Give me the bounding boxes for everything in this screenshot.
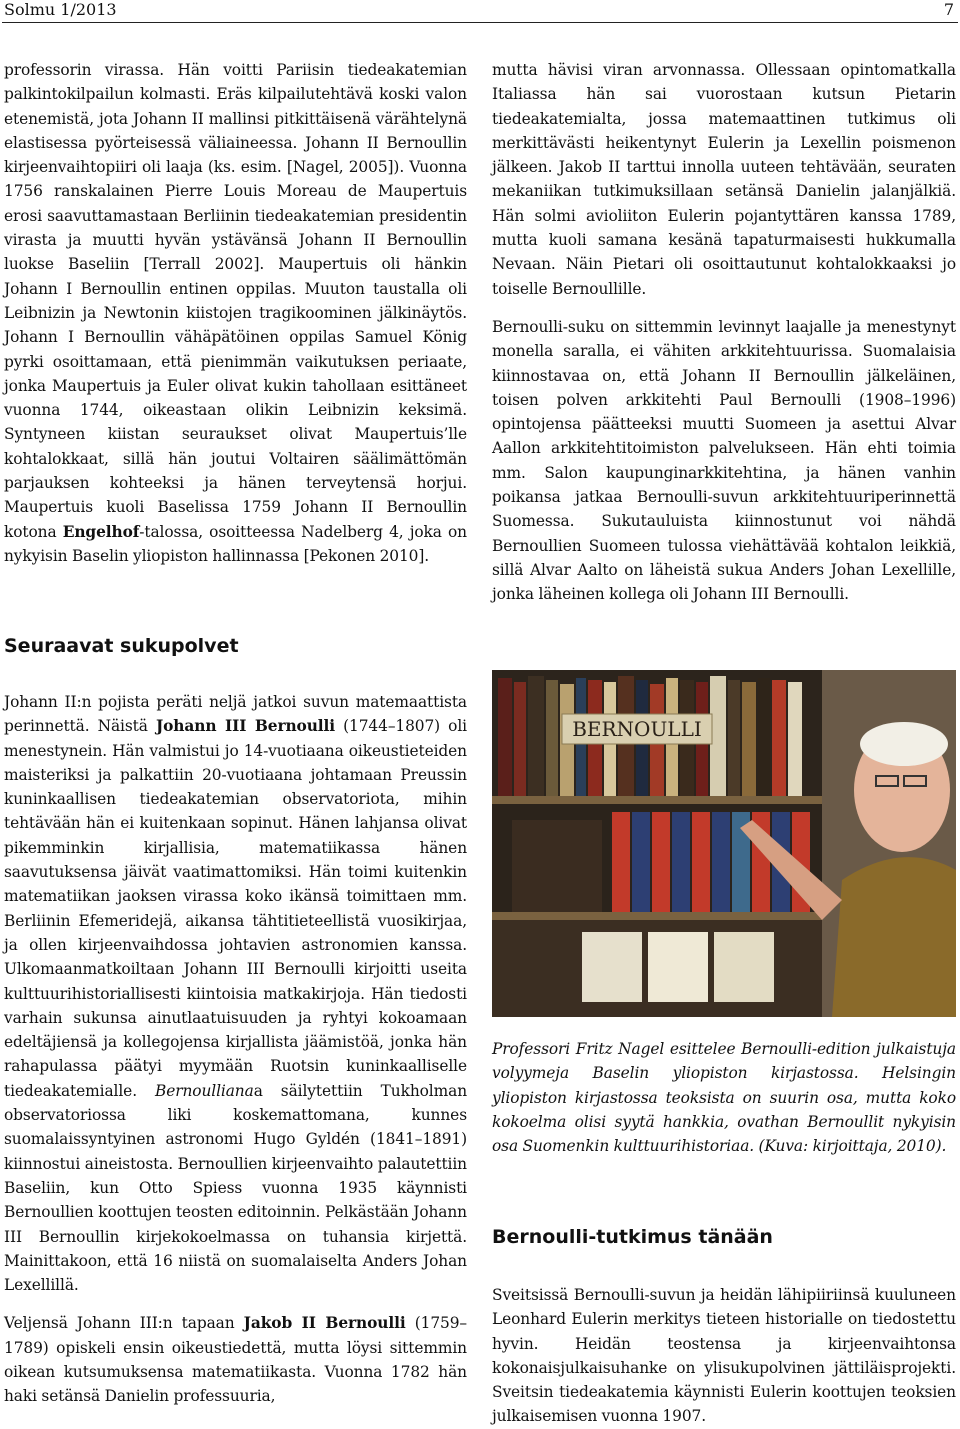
- paragraph: [4, 1311, 467, 1408]
- journal-issue: Solmu 1/2013: [4, 0, 117, 19]
- paragraph: [4, 58, 467, 568]
- right-column-top: [492, 58, 956, 607]
- left-column-top: [4, 58, 467, 568]
- shelf-label: BERNOULLI: [572, 717, 702, 741]
- bernoulliana-term: Bernoulliana: [155, 1081, 254, 1100]
- library-photo: [492, 670, 956, 1017]
- text-run: a säilytettiin Tukholman observatoriossa liki koskemattomana, kunnes suomalaissyntyinen astronomi Hugo Gyldén (1841–1891) kiinnostui aineistosta. Bernoullien kirjeenvaihto palautettiin Baseliin, kun Otto Spiess vuonna 1935 käynnisti Bernoullien koottujen teosten editoinnin. Pelkästään Johann III Bernoullin kirjekokoelmassa on tuhansia kirjettä. Mainittakoon, että 16 niistä on suomalaiselta Anders Johan Lexellillä.: [4, 1081, 468, 1295]
- johann-iii-name: Johann III Bernoulli: [155, 717, 336, 736]
- header-rule: [2, 22, 958, 23]
- paragraph: Sveitsissä Bernoulli-suvun ja heidän lähipiiriinsä kuuluneen Leonhard Eulerin merkitys tieteen historialle on tiedostettu hyvin. Heidän teostensa ja kirjeenvaihtonsa kokonaisjulkaisuhanke on ylisukupolvinen jättiläisprojekti. Sveitsin tiedeakatemia käynnisti Eulerin koottujen teoksien julkaisemisen vuonna 1907.: [492, 1286, 956, 1426]
- paragraph: [4, 690, 467, 1297]
- caption-text: Professori Fritz Nagel esittelee Bernoulli-edition julkaistuja volyymeja Baselin yliopiston kirjastossa. Helsingin yliopiston kirjastossa teoksista on suurin osa, mutta koko kokoelma olisi syytä hankkia, ovathan Bernoullit nykyisin osa Suomenkin kulttuurihistoriaa. (Kuva: kirjoittaja, 2010).: [492, 1040, 956, 1156]
- right-column-bottom: [492, 1283, 956, 1429]
- text-run: Veljensä Johann III:n tapaan: [4, 1314, 244, 1333]
- text-run: (1744–1807) oli menestynein. Hän valmistui jo 14-vuotiaana oikeustieteiden maisteriksi ja palkattiin 20-vuotiaana johtamaan Preussin kuninkaallisen tiedeakatemian observatoriota, mihin tehtävään hän ei kuitenkaan sopinut. Hänen lahjansa olivat pikemminkin kirjallisia, matematiikassa hänen saavutuksensa jäivät vaatimattomiksi. Hän toimi kuitenkin matematiikan jaoksen virassa koko ikänsä toimittaen mm. Berliinin Efemeridejä, aikansa tähtitieteellistä vuosikirjaa, ja ollen kirjeenvaihdossa johtavien astronomien kanssa. Ulkomaanmatkoiltaan Johann III Bernoulli kirjoitti useita kulttuurihistoriallisesti kiintoisia matkakirjoja. Hän tiedosti varhain sukunsa ainutlaatuisuuden ja ryhtyi kokoamaan edeltäjiensä ja kollegojensa kirjallista jäämistöä, jonka hän rahapulassa päätyi myymään Ruotsin kuninkaalliselle tiedeakatemialle.: [4, 717, 467, 1100]
- section-heading-seuraavat-sukupolvet: Seuraavat sukupolvet: [4, 635, 239, 657]
- paragraph-text: professorin virassa. Hän voitti Pariisin tiedeakatemian palkintokilpailun kolmasti. Eräs kilpailutehtävä koski valon etenemistä, jota Johann II mallinsi pitkittäisenä värähtelynä elastisessa pyörteisessä väliaineessa. Johann II Bernoullin kirjeenvaihtopiiri oli laaja (ks. esim. [Nagel, 2005]). Vuonna 1756 ranskalainen Pierre Louis Moreau de Maupertuis erosi saavuttamastaan Berliinin tiedeakatemian presidentin virasta ja muutti hyvän ystävänsä Johann II Bernoullin luokse Baseliin [Terrall 2002]. Maupertuis oli hänkin Johann I Bernoullin entinen oppilas. Muuton taustalla oli Leibnizin ja Newtonin kiistojen tragikoominen jälkinäytös. Johann I Bernoullin vähäpätöinen oppilas Samuel König pyrki osoittamaan, että pienimmän vaikutuksen periaate, jonka Maupertuis ja Euler olivat kukin tahollaan esittäneet vuonna 1744, oikeastaan olikin Leibnizin keksimä. Syntyneen kiistan seuraukset olivat Maupertuis’lle kohtalokkaat, sillä hän joutui Voltairen säälimättömän parjauksen kohteeksi ja hänen terveytensä horjui. Maupertuis kuoli Baselissa 1759 Johann II Bernoullin kotona: [4, 61, 467, 541]
- text-run: Johann II:n pojista peräti neljä jatkoi suvun matemaattista perinnettä. Näistä: [4, 693, 467, 736]
- page-number: 7: [943, 0, 954, 19]
- engelhof-name: Engelhof: [62, 522, 140, 541]
- engelhof-text: -talossa, osoitteessa Nadelberg 4, joka on nykyisin Baselin yliopiston hallinnassa [Pekonen 2010].: [4, 522, 467, 565]
- photo-caption: [492, 1037, 956, 1158]
- jakob-ii-name: Jakob II Bernoulli: [243, 1314, 406, 1333]
- section-heading-bernoulli-tutkimus: Bernoulli-tutkimus tänään: [492, 1226, 773, 1248]
- paragraph: mutta hävisi viran arvonnassa. Ollessaan opintomatkalla Italiassa hän sai vuorostaan kutsun Pietarin tiedeakatemialta, jossa matemaattinen tutkimus oli merkittävästi heikentynyt Eulerin ja Lexellin poismenon jälkeen. Jakob II tarttui innolla uuteen tehtävään, seuraten mekaniikan tutkimuksillaan setänsä Danielin jalanjälkiä. Hän solmi avioliiton Eulerin pojantyttären kanssa 1789, mutta kuoli samana kesänä tapaturmaisesti hukkumalla Nevaan. Näin Pietari oli osoittautunut kohtalokkaaksi jo toiselle Bernoullille.: [492, 61, 956, 298]
- paragraph: Bernoulli-suku on sittemmin levinnyt laajalle ja menestynyt monella saralla, ei vähiten arkkitehtuurissa. Suomalaisia kiinnostavaa on, että Johann II Bernoullin jälkeläinen, toisen polven arkkitehti Paul Bernoulli (1908–1996) opintojensa päätteeksi muutti Suomeen ja asettui Alvar Aallon arkkitehtitoimiston palvelukseen. Hän ehti toimia mm. Salon kaupunginarkkitehtina, ja hänen vanhin poikansa jatkaa Bernoulli-suvun arkkitehtuuriperinnettä Suomessa. Sukutauluista kiinnostunut voi nähdä Bernoullien Suomeen tulossa viehättävää kohtalon leikkiä, sillä Alvar Aalto on läheistä sukua Anders Johan Lexellille, jonka läheinen kollega oli Johann III Bernoulli.: [492, 317, 956, 604]
- page-header: [0, 0, 960, 22]
- left-column-bottom: [4, 690, 467, 1409]
- text-run: (1759–1789) opiskeli ensin oikeustiedettä, mutta löysi sittemmin oikean kutsumuksensa matematiikasta. Vuonna 1782 hän haki setänsä Danielin professuuria,: [4, 1314, 467, 1406]
